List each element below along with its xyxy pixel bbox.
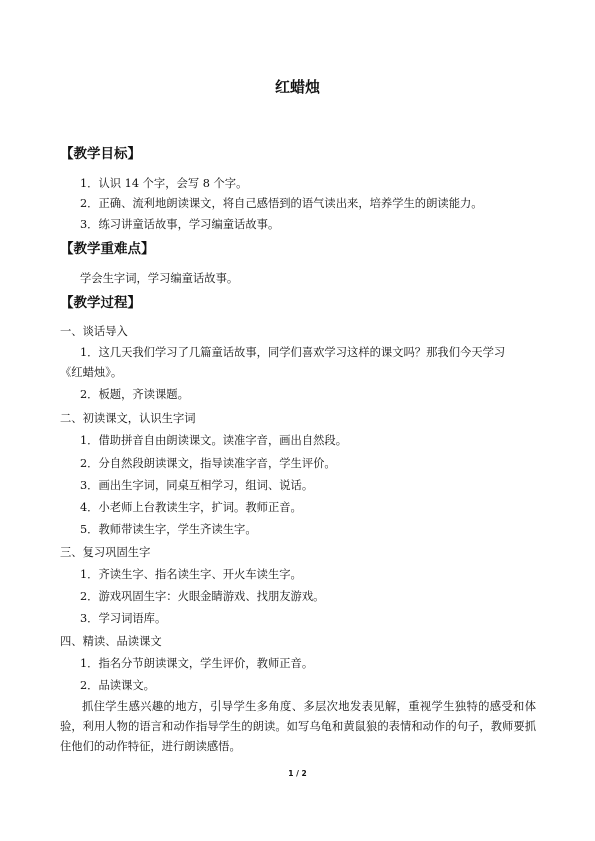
process-part-3-item-2: 2．游戏巩固生字：火眼金睛游戏、找朋友游戏。 (80, 590, 325, 603)
goal-item-3: 3．练习讲童话故事，学习编童话故事。 (80, 218, 280, 231)
section-heading-goals: 【教学目标】 (60, 146, 141, 162)
process-part-2-title: 二、初读课文，认识生字词 (60, 412, 196, 425)
process-part-2-item-5: 5．教师带读生字，学生齐读生字。 (80, 523, 257, 536)
process-part-1-title: 一、谈话导入 (60, 325, 128, 338)
process-part-3-item-3: 3．学习词语库。 (80, 612, 167, 625)
process-part-1-item-1-line-1: 1．这几天我们学习了几篇童话故事，同学们喜欢学习这样的课文吗？那我们今天学习 (80, 346, 506, 359)
section-heading-process: 【教学过程】 (60, 295, 141, 311)
key-points-text: 学会生字词，学习编童话故事。 (80, 272, 239, 285)
process-part-4-paragraph: 抓住学生感兴趣的地方，引导学生多角度、多层次地发表见解，重视学生独特的感受和体验，利用人物的语言和动作指导学生的朗读。如写乌龟和黄鼠狼的表情和动作的句子，教师要抓住他们的动作特征，进行朗读感悟。 (60, 700, 536, 753)
process-part-2-item-2: 2．分自然段朗读课文，指导读准字音，学生评价。 (80, 457, 336, 470)
process-part-4-title: 四、精读、品读课文 (60, 635, 162, 648)
section-heading-key-points: 【教学重难点】 (60, 241, 155, 257)
goal-item-2: 2．正确、流利地朗读课文，将自己感悟到的语气读出来，培养学生的朗读能力。 (80, 197, 483, 210)
document-title: 红蜡烛 (274, 78, 320, 96)
page-number: 1 / 2 (288, 769, 307, 778)
process-part-3-title: 三、复习巩固生字 (60, 546, 151, 559)
process-part-4-item-1: 1．指名分节朗读课文，学生评价，教师正音。 (80, 657, 314, 670)
process-part-3-item-1: 1．齐读生字、指名读生字、开火车读生字。 (80, 568, 302, 581)
process-part-1-item-1-line-2: 《红蜡烛》。 (60, 366, 123, 379)
process-part-4-item-2: 2．品读课文。 (80, 679, 155, 692)
process-part-2-item-4: 4．小老师上台教读生字，扩词。教师正音。 (80, 501, 302, 514)
process-part-2-item-1: 1．借助拼音自由朗读课文。读准字音，画出自然段。 (80, 434, 348, 447)
process-part-1-item-2: 2．板题，齐读课题。 (80, 388, 189, 401)
process-part-2-item-3: 3．画出生字词，同桌互相学习，组词、说话。 (80, 479, 314, 492)
goal-item-1: 1．认识 14 个字，会写 8 个字。 (80, 177, 248, 190)
